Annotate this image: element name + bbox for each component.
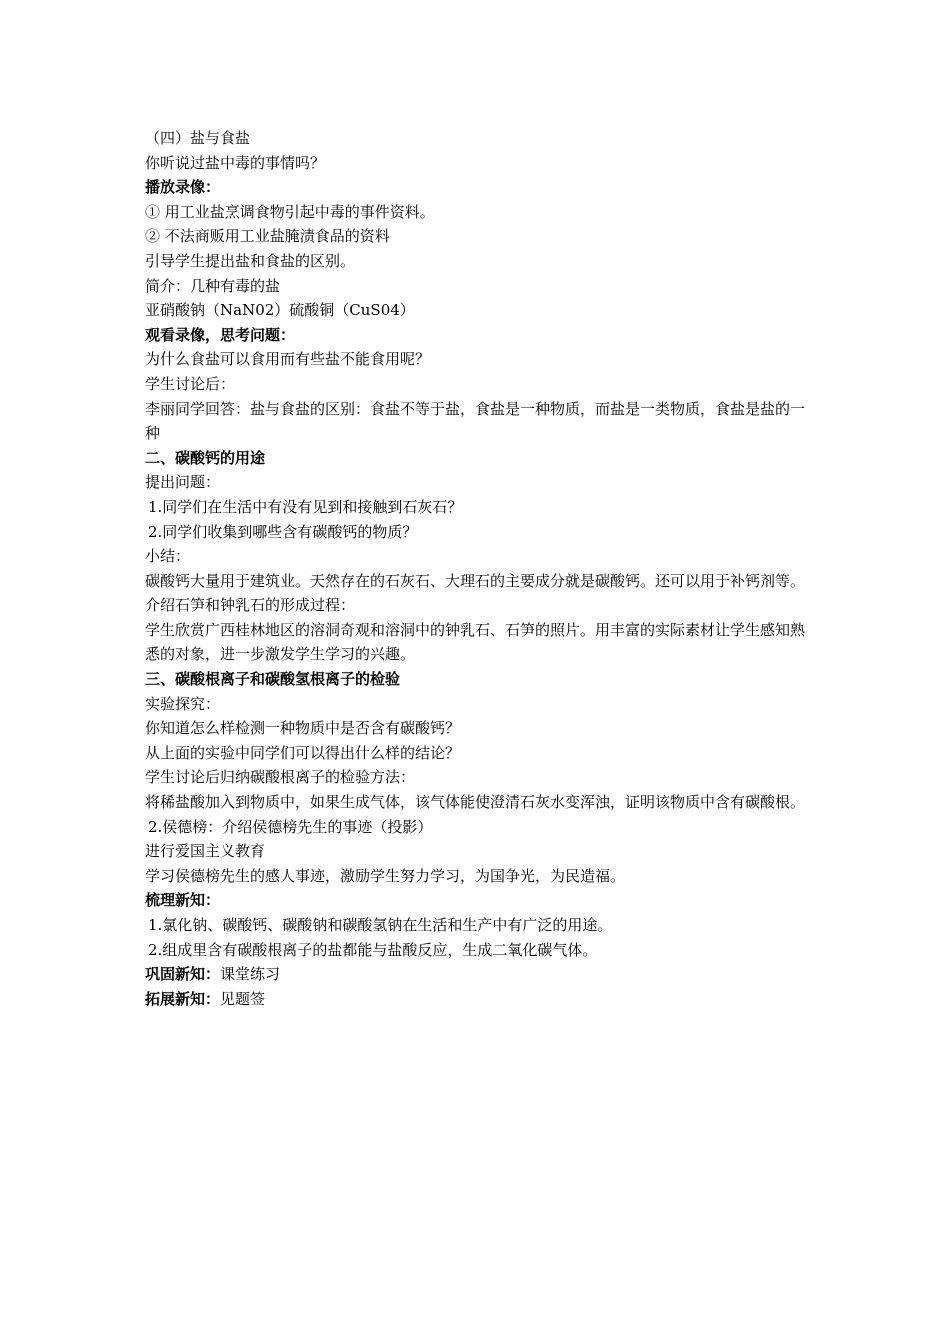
paragraph: 你听说过盐中毒的事情吗？ bbox=[145, 153, 326, 172]
paragraph: 碳酸钙大量用于建筑业。天然存在的石灰石、大理石的主要成分就是碳酸钙。还可以用于补钙剂等。 bbox=[145, 571, 806, 590]
paragraph bbox=[145, 962, 815, 987]
paragraph: 小结： bbox=[145, 547, 191, 566]
paragraph: 你知道怎么样检测一种物质中是否含有碳酸钙？ bbox=[145, 719, 461, 738]
paragraph: 学生讨论后： bbox=[145, 374, 236, 393]
inline-text: 课堂练习 bbox=[220, 965, 281, 984]
list-item: 1.同学们在生活中有没有见到和接触到石灰石？ bbox=[148, 497, 463, 516]
paragraph: 亚硝酸钠（NaN02）硫酸铜（CuS04） bbox=[145, 301, 415, 320]
inline-text: 见题签 bbox=[220, 989, 266, 1008]
list-item: ① 用工业盐烹调食物引起中毒的事件资料。 bbox=[145, 202, 435, 221]
paragraph: 将稀盐酸加入到物质中，如果生成气体，该气体能使澄清石灰水变浑浊，证明该物质中含有碳酸根。 bbox=[145, 793, 806, 812]
bold-label: 巩固新知： bbox=[145, 965, 221, 984]
paragraph: 学生欣赏广西桂林地区的溶洞奇观和溶洞中的钟乳石、石笋的照片。用丰富的实际素材让学生感知熟悉的对象，进一步激发学生学习的兴趣。 bbox=[145, 620, 806, 664]
paragraph: 进行爱国主义教育 bbox=[145, 842, 266, 861]
paragraph: 李丽同学回答：盐与食盐的区别：食盐不等于盐，食盐是一种物质，而盐是一类物质，食盐是盐的一种 bbox=[145, 399, 806, 443]
paragraph: 为什么食盐可以食用而有些盐不能食用呢？ bbox=[145, 350, 431, 369]
subsection-heading: （四）盐与食盐 bbox=[145, 129, 251, 147]
paragraph: 实验探究： bbox=[145, 694, 221, 713]
paragraph: 介绍石笋和钟乳石的形成过程： bbox=[145, 596, 356, 615]
paragraph bbox=[145, 987, 815, 1012]
list-item: 2.组成里含有碳酸根离子的盐都能与盐酸反应，生成二氧化碳气体。 bbox=[148, 940, 598, 959]
paragraph: 学习侯德榜先生的感人事迹，激励学生努力学习，为国争光，为民造福。 bbox=[145, 866, 626, 885]
paragraph: 提出问题： bbox=[145, 473, 221, 492]
bold-label: 观看录像，思考问题： bbox=[145, 325, 296, 344]
list-item: 2.同学们收集到哪些含有碳酸钙的物质？ bbox=[148, 522, 418, 541]
bold-label: 梳理新知： bbox=[145, 891, 221, 910]
list-item: ② 不法商贩用工业盐腌渍食品的资料 bbox=[145, 227, 390, 246]
paragraph: 从上面的实验中同学们可以得出什么样的结论？ bbox=[145, 743, 461, 762]
list-item: 1.氯化钠、碳酸钙、碳酸钠和碳酸氢钠在生活和生产中有广泛的用途。 bbox=[148, 916, 613, 934]
document-body bbox=[145, 126, 815, 1011]
section-heading: 三、碳酸根离子和碳酸氢根离子的检验 bbox=[145, 670, 401, 689]
paragraph: 学生讨论后归纳碳酸根离子的检验方法： bbox=[145, 768, 416, 787]
paragraph: 引导学生提出盐和食盐的区别。 bbox=[145, 251, 356, 270]
list-item: 2.侯德榜：介绍侯德榜先生的事迹（投影） bbox=[148, 817, 433, 836]
bold-label: 播放录像： bbox=[145, 178, 221, 197]
section-heading: 二、碳酸钙的用途 bbox=[145, 448, 266, 467]
bold-label: 拓展新知： bbox=[145, 989, 221, 1008]
paragraph: 简介：几种有毒的盐 bbox=[145, 276, 281, 295]
